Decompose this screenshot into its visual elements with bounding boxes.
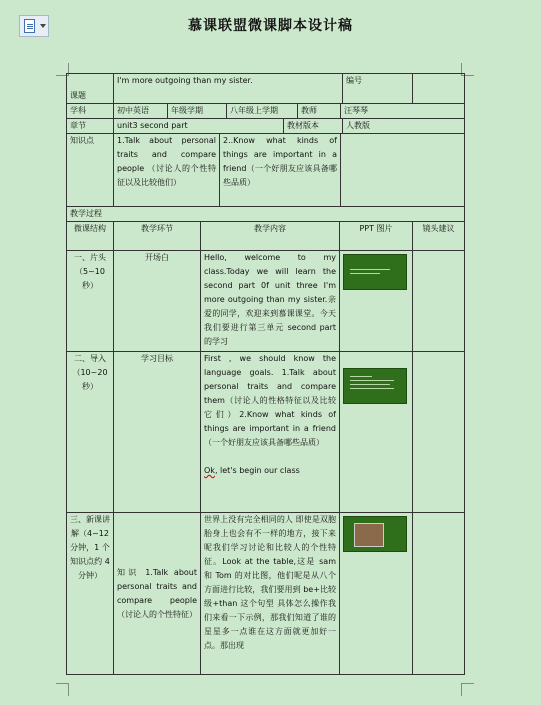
- topic-value: I'm more outgoing than my sister.: [117, 76, 253, 85]
- row-content: [201, 352, 340, 513]
- number-label: 编号: [343, 74, 413, 103]
- margin-mark-bottom-right: [461, 683, 474, 696]
- textbook-label: 教材版本: [284, 119, 343, 133]
- table-row: [67, 513, 465, 675]
- ppt-thumbnail: [343, 368, 407, 404]
- table-row: [67, 352, 465, 513]
- subject-label: 学科: [67, 104, 114, 119]
- col-header-camera: 镜头建议: [413, 222, 465, 251]
- number-value: [413, 74, 465, 104]
- chapter-value: unit3 second part: [117, 121, 188, 130]
- grade-label: 年级学期: [168, 104, 227, 118]
- row-content: 世界上没有完全相同的人 即使是双胞胎身上也会有不一样的地方，接下来呢我们学习讨论和比较人的个性特征。Look at the table,这是 sam 和 Tom 的对比图，他们呢是从八个方面进行比较，我们要用到 be+比较级+than 这个句型 具体怎么操作我们来看一下示例，那我们知道了谁的星星多一点谁在这方面就更加好一点。那出现: [201, 513, 340, 675]
- script-design-table: [66, 73, 465, 675]
- col-header-structure: 微课结构: [67, 222, 114, 251]
- page-title: 慕课联盟微课脚本设计稿: [188, 18, 353, 34]
- table-row: [67, 251, 465, 352]
- ppt-thumbnail: [343, 516, 407, 552]
- knowledge-point-2: 2..Know what kinds of things are important in a friend（一个好朋友应该具备哪些品质）: [220, 134, 341, 206]
- row-ppt: [340, 251, 413, 352]
- process-label: 教学过程: [67, 207, 465, 222]
- row-structure: 三、新课讲解（4~12 分钟，1 个知识点约 4 分钟）: [67, 513, 114, 675]
- grade-value: 八年级上学期: [227, 104, 298, 118]
- row-step: 知识 1.Talk about personal traits and compare people（讨论人的个性特征）: [114, 513, 201, 675]
- textbook-value: 人教版: [343, 119, 465, 133]
- topic-label: 课题: [67, 74, 114, 104]
- row-structure: 一、片头（5~10 秒）: [67, 251, 114, 352]
- row-camera: [413, 513, 465, 675]
- subject-value: 初中英语: [117, 106, 149, 115]
- row-camera: [413, 251, 465, 352]
- col-header-step: 教学环节: [114, 222, 201, 251]
- row-content-goals: First , we should know the language goals. 1.Talk about personal traits and compare them（讨论人的性格特征以及比较它们）2.Know what kinds of things are important in a friend（一个好朋友应该具备哪些品质）: [204, 354, 336, 447]
- row-content: Hello, welcome to my class.Today we will learn the second part 0f unit three I'm more outgoing than my sister.亲爱的同学，欢迎来到慕课课堂。今天我们要进行第三单元 second part 的学习: [201, 251, 340, 352]
- row-content-begin: Ok, let's begin our class: [204, 466, 300, 475]
- row-ppt: [340, 513, 413, 675]
- knowledge-point-1: 1.Talk about personal traits and compare people （讨论人的个性特征以及比较他们）: [117, 136, 216, 187]
- row-step: 学习目标: [114, 352, 201, 513]
- col-header-content: 教学内容: [201, 222, 340, 251]
- row-step: 开场白: [114, 251, 201, 352]
- chapter-label: 章节: [67, 119, 114, 134]
- row-ppt: [340, 352, 413, 513]
- spell-check-word: Ok: [204, 466, 215, 475]
- knowledge-label: 知识点: [67, 134, 114, 207]
- ppt-thumbnail: [343, 254, 407, 290]
- col-header-ppt: PPT 图片: [340, 222, 413, 251]
- row-camera: [413, 352, 465, 513]
- teacher-value: 汪琴琴: [341, 104, 465, 118]
- teacher-label: 教师: [298, 104, 341, 118]
- row-structure: 二、导入（10~20 秒）: [67, 352, 114, 513]
- margin-mark-bottom-left: [56, 683, 69, 696]
